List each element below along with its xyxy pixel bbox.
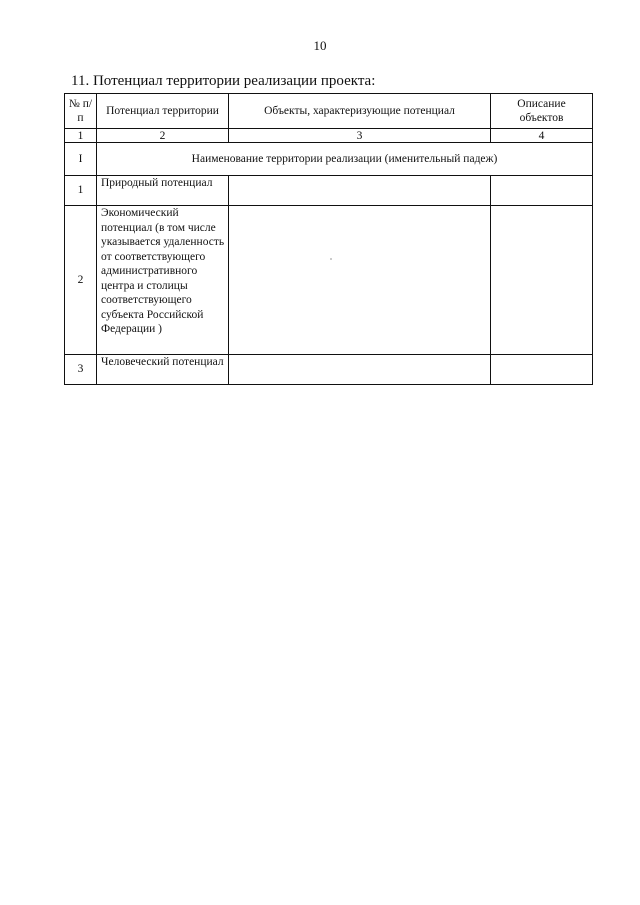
section-heading: 11. Потенциал территории реализации проекта: [71,73,376,89]
scan-speck [330,258,332,260]
territory-section-row [65,143,593,176]
row-potential: Человеческий потенциал [97,355,229,385]
column-numbers-row [65,129,593,143]
header-potential: Потенциал территории [97,94,229,129]
row-number: 1 [65,176,97,206]
row-objects [229,176,491,206]
row-description [491,176,593,206]
table-header-row [65,94,593,129]
row-description [491,206,593,355]
row-potential: Природный потенциал [97,176,229,206]
header-objects: Объекты, характеризующие потенциал [229,94,491,129]
row-potential: Экономический потенциал (в том числе указывается удаленность от соответствующего административного центра и столицы соответствующего субъекта Российской Федерации ) [97,206,229,355]
header-number: № п/п [65,94,97,129]
section-number: I [65,143,97,176]
row-number: 2 [65,206,97,355]
column-number: 1 [65,129,97,143]
row-description [491,355,593,385]
header-description: Описание объектов [491,94,593,129]
row-objects [229,206,491,355]
table-row [65,206,593,355]
row-number: 3 [65,355,97,385]
section-label: Наименование территории реализации (именительный падеж) [97,143,593,176]
row-objects [229,355,491,385]
table-row [65,176,593,206]
page-number: 10 [313,38,327,53]
column-number: 2 [97,129,229,143]
column-number: 4 [491,129,593,143]
table-row [65,355,593,385]
column-number: 3 [229,129,491,143]
potential-table [64,93,593,385]
